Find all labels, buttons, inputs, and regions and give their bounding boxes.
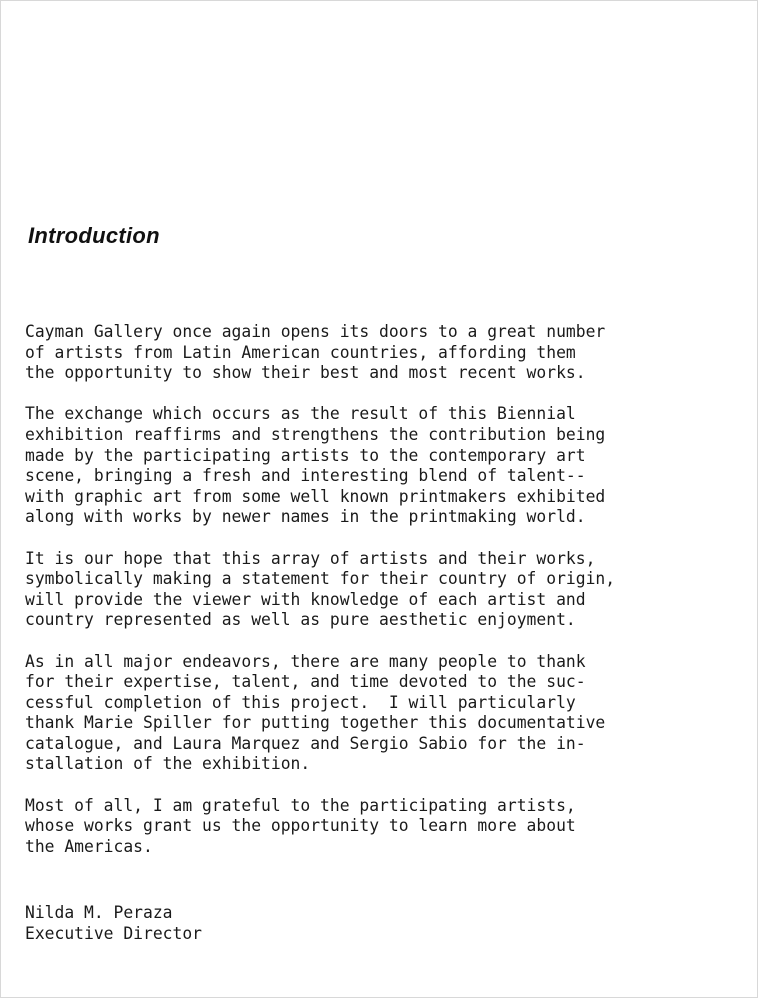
paragraph-4 <box>25 652 725 776</box>
text-line: for their expertise, talent, and time devoted to the suc- <box>25 672 586 692</box>
text-line: Cayman Gallery once again opens its doors to a great number <box>25 322 606 341</box>
text-line: catalogue, and Laura Marquez and Sergio Sabio for the in- <box>25 733 586 753</box>
paragraph-2 <box>25 404 725 528</box>
text-line: exhibition reaffirms and strengthens the contribution being <box>25 424 606 444</box>
page-title: Introduction <box>28 223 160 248</box>
paragraph-1 <box>25 322 725 384</box>
text-line: of artists from Latin American countries, affording them <box>25 342 576 362</box>
text-line: along with works by newer names in the printmaking world. <box>25 507 586 527</box>
text-line: made by the participating artists to the contemporary art <box>25 445 586 465</box>
text-line: country represented as well as pure aesthetic enjoyment. <box>25 610 576 630</box>
text-line: stallation of the exhibition. <box>25 754 311 774</box>
text-line: the opportunity to show their best and most recent works. <box>25 363 586 383</box>
text-line: It is our hope that this array of artists and their works, <box>25 548 596 568</box>
paragraph-5 <box>25 796 725 858</box>
text-line: with graphic art from some well known printmakers exhibited <box>25 486 606 506</box>
signature-block <box>25 903 204 944</box>
text-line: scene, bringing a fresh and interesting blend of talent-- <box>25 466 586 486</box>
signature-role: Executive Director <box>25 923 203 943</box>
text-line: symbolically making a statement for their country of origin, <box>25 569 616 589</box>
text-line: The exchange which occurs as the result of this Biennial <box>25 404 576 424</box>
signature-name: Nilda M. Peraza <box>25 903 173 922</box>
text-line: cessful completion of this project. I will particularly <box>25 692 576 712</box>
text-line: thank Marie Spiller for putting together this documentative <box>25 713 606 733</box>
text-line: will provide the viewer with knowledge of each artist and <box>25 589 586 609</box>
text-line: the Americas. <box>25 836 153 856</box>
body-text <box>25 322 725 878</box>
paragraph-3 <box>25 549 725 631</box>
text-line: whose works grant us the opportunity to learn more about <box>25 816 576 836</box>
text-line: Most of all, I am grateful to the participating artists, <box>25 795 576 815</box>
text-line: As in all major endeavors, there are many people to thank <box>25 651 586 671</box>
